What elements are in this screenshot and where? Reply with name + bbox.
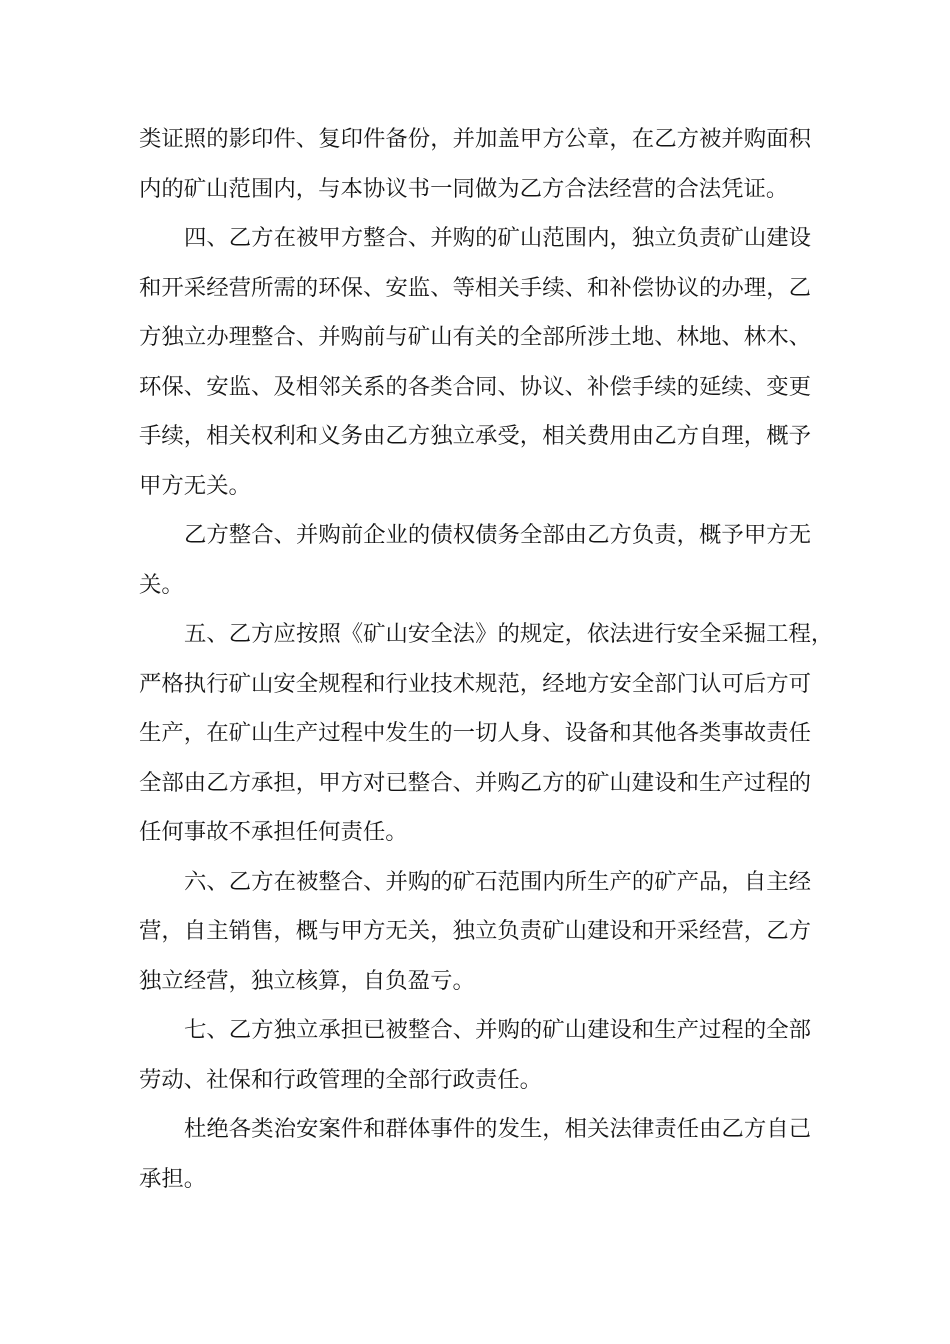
text-line: 严格执行矿山安全规程和行业技术规范，经地方安全部门认可后方可	[139, 670, 811, 697]
paragraph-certificates-continuation	[139, 115, 811, 214]
text-line: 营，自主销售，概与甲方无关，独立负责矿山建设和开采经营，乙方	[139, 918, 811, 944]
text-line: 四、乙方在被甲方整合、并购的矿山范围内，独立负责矿山建设	[184, 225, 811, 251]
text-line: 内的矿山范围内，与本协议书一同做为乙方合法经营的合法凭证。	[139, 175, 789, 202]
paragraph-public-security	[139, 1105, 811, 1204]
text-line: 全部由乙方承担，甲方对已整合、并购乙方的矿山建设和生产过程的	[139, 769, 811, 796]
text-line: 关。	[139, 571, 184, 598]
text-line: 乙方整合、并购前企业的债权债务全部由乙方负责，概予甲方无	[184, 522, 811, 548]
text-line: 七、乙方独立承担已被整合、并购的矿山建设和生产过程的全部	[184, 1017, 811, 1043]
text-line: 六、乙方在被整合、并购的矿石范围内所生产的矿产品，自主经	[184, 868, 811, 895]
text-line: 方独立办理整合、并购前与矿山有关的全部所涉土地、林地、林木、	[139, 324, 811, 350]
text-line: 类证照的影印件、复印件备份，并加盖甲方公章，在乙方被并购面积	[139, 126, 811, 152]
text-line: 生产，在矿山生产过程中发生的一切人身、设备和其他各类事故责任	[139, 720, 811, 746]
paragraph-clause-seven	[139, 1006, 811, 1105]
text-line: 任何事故不承担任何责任。	[139, 819, 408, 845]
text-line: 和开采经营所需的环保、安监、等相关手续、和补偿协议的办理，乙	[139, 274, 811, 301]
text-line: 独立经营，独立核算，自负盈亏。	[139, 967, 475, 994]
text-line: 环保、安监、及相邻关系的各类合同、协议、补偿手续的延续、变更	[139, 373, 811, 400]
text-line: 劳动、社保和行政管理的全部行政责任。	[139, 1066, 543, 1093]
text-line: 承担。	[139, 1165, 207, 1192]
document-body	[139, 115, 834, 1204]
text-line: 五、乙方应按照《矿山安全法》的规定，依法进行安全采掘工程，	[184, 621, 834, 647]
paragraph-debts	[139, 511, 811, 610]
paragraph-clause-five	[139, 610, 834, 858]
paragraph-clause-six	[139, 858, 811, 1007]
text-line: 甲方无关。	[139, 472, 251, 499]
text-line: 杜绝各类治安案件和群体事件的发生，相关法律责任由乙方自己	[184, 1116, 811, 1142]
text-line: 手续，相关权利和义务由乙方独立承受，相关费用由乙方自理，概予	[139, 423, 811, 449]
paragraph-clause-four	[139, 214, 811, 511]
